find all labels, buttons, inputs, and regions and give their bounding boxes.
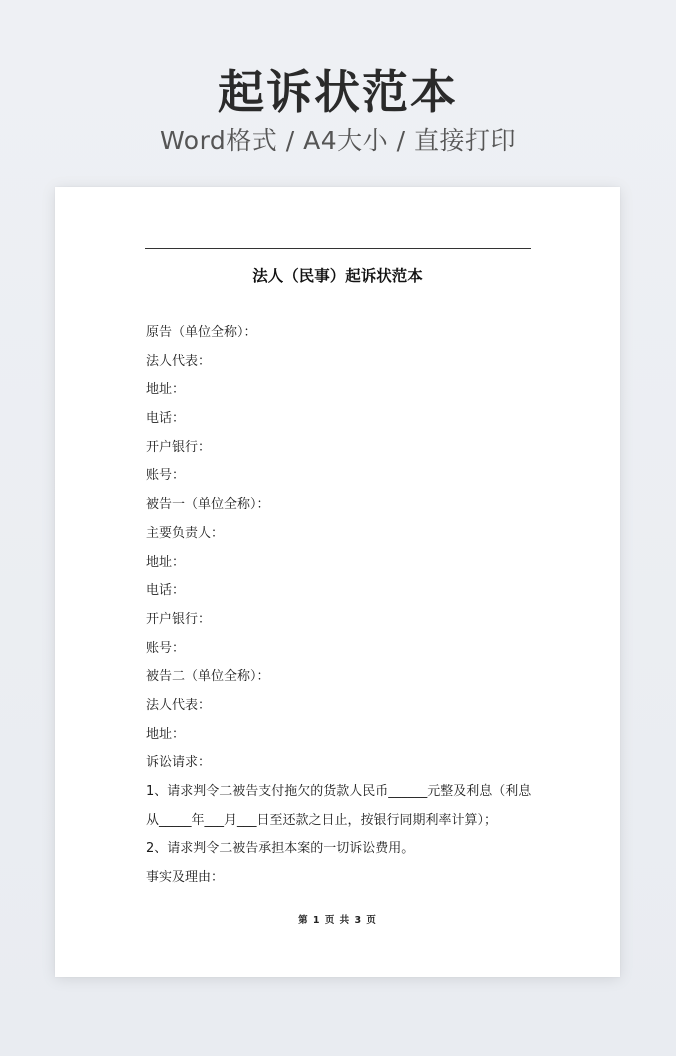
plaintiff-address-line: 地址： <box>146 382 186 398</box>
subtitle: Word格式 / A4大小 / 直接打印 <box>160 126 516 155</box>
document-page <box>55 187 620 977</box>
claim-1-line-2: 从_____年___月___日至还款之日止，按银行同期利率计算）； <box>146 812 498 828</box>
plaintiff-name-line: 原告（单位全称）： <box>146 325 257 340</box>
page-number: 第 1 页 共 3 页 <box>298 915 377 926</box>
defendant2-legal-rep-line: 法人代表： <box>146 697 212 713</box>
document-title: 法人（民事）起诉状范本 <box>252 267 423 285</box>
defendant1-address-line: 地址： <box>146 554 186 570</box>
document-body <box>146 322 546 896</box>
defendant1-bank-line: 开户银行： <box>146 611 212 627</box>
defendant2-address-line: 地址： <box>146 726 186 742</box>
defendant2-name-line: 被告二（单位全称）： <box>146 669 270 685</box>
main-title: 起诉状范本 <box>218 65 458 119</box>
plaintiff-bank-line: 开户银行： <box>146 439 212 455</box>
defendant1-phone-line: 电话： <box>146 583 186 599</box>
plaintiff-phone-line: 电话： <box>146 411 186 427</box>
header-rule <box>145 248 531 249</box>
plaintiff-legal-rep-line: 法人代表： <box>146 353 212 369</box>
defendant1-name-line: 被告一（单位全称）： <box>146 497 270 513</box>
defendant1-head-line: 主要负责人： <box>146 525 225 541</box>
plaintiff-account-line: 账号： <box>146 468 186 484</box>
header <box>0 62 676 158</box>
facts-heading: 事实及理由： <box>146 870 225 886</box>
claim-1-line-1: 1、请求判令二被告支付拖欠的货款人民币______元整及利息（利息 <box>146 784 532 799</box>
claims-heading: 诉讼请求： <box>146 755 212 771</box>
claim-2-line: 2、请求判令二被告承担本案的一切诉讼费用。 <box>146 841 415 857</box>
defendant1-account-line: 账号： <box>146 640 186 656</box>
